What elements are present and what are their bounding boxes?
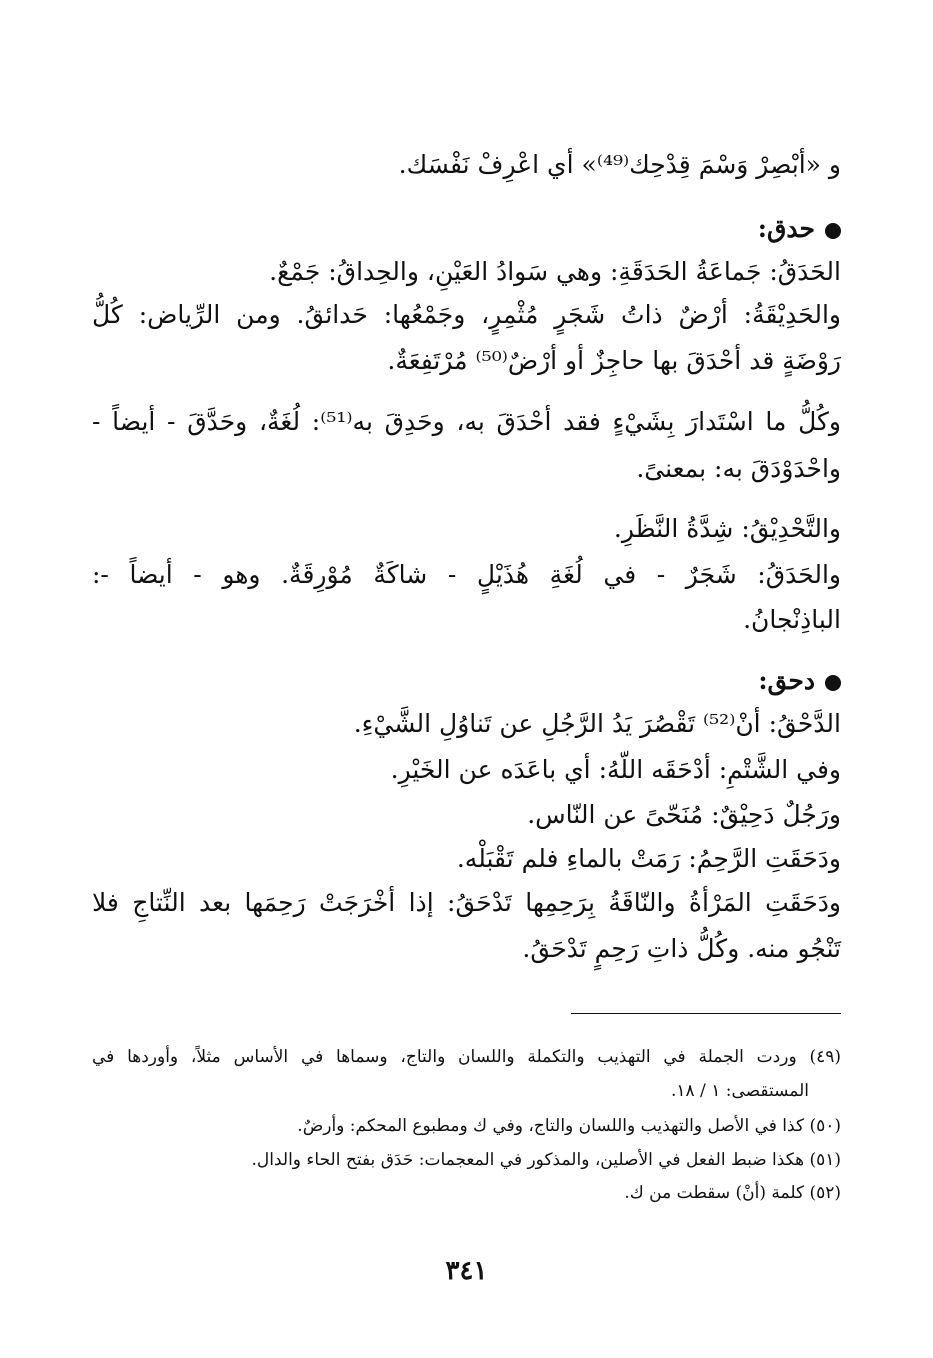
footnote: (٤٩) وردت الجملة في التهذيب والتكملة واللسان والتاج، وسماها في الأساس مثلاً، وأوردها في [92,1047,841,1067]
text-line: وكُلُّ ما اسْتَدارَ بِشَيْءٍ فقد أحْدَقَ به، وحَدِقَ به⁽⁵¹⁾: لُغَةٌ، وحَدَّقَ - أيضاً - [92,407,841,436]
text-line: والتَّحْدِيْقُ: شِدَّةُ النَّظَرِ. [613,514,841,543]
text-line: والحَدِيْقَةُ: أرْضٌ ذاتُ شَجَرٍ مُثْمِرٍ، وجَمْعُها: حَدائقُ. ومن الرِّياض: كُلُّ [92,300,841,329]
text-line: ودَحَقَتِ المَرْأةُ والنّاقَةُ بِرَحِمِها تَدْحَقُ: إذا أخْرَجَتْ رَحِمَها بعد النِّتاجِ فلا [92,888,841,917]
section-heading-text: حدق: [757,214,815,243]
footnote: (٥١) هكذا ضبط الفعل في الأصلين، والمذكور في المعجمات: حَدَق بفتح الحاء والدال. [251,1150,841,1170]
footnote-divider [571,1013,841,1014]
intro-line: و «أبْصِرْ وَسْمَ قِدْحِك⁽⁴⁹⁾» أي اعْرِفْ نَفْسَك. [398,150,841,179]
text-line: الباذِنْجانُ. [743,605,841,634]
page-number: ٣٤١ [445,1256,488,1286]
text-line: تَنْجُو منه. وكُلُّ ذاتِ رَحِمٍ تَدْحَقُ. [522,934,841,963]
text-line: ودَحَقَتِ الرَّحِمُ: رَمَتْ بالماءِ فلم تَقْبَلْه. [456,844,841,873]
footnote-continuation: المستقصى: ١ / ١٨. [670,1081,809,1101]
section-heading-text: دحق: [758,666,815,695]
footnote: (٥٠) كذا في الأصل والتهذيب واللسان والتاج، وفي ك ومطبوع المحكم: وأرضٌ. [297,1116,841,1136]
text-line: وفي الشَّتْمِ: أدْحَقَه اللّهُ: أي باعَدَه عن الخَيْرِ. [390,755,841,784]
text-line: رَوْضَةٍ قد أحْدَقَ بها حاجِزٌ أو أرْضٌ⁽⁵⁰⁾ مُرْتَفِعَةٌ. [387,346,841,375]
footnote: (٥٢) كلمة (أنْ) سقطت من ك. [624,1183,841,1203]
text-line: الدَّحْقُ: أنْ⁽⁵²⁾ تَقْصُرَ يَدُ الرَّجُلِ عن تَناوُلِ الشَّيْءِ. [353,709,841,738]
section-heading-dahaq [92,664,841,698]
bullet-icon [825,675,841,691]
text-line: واحْدَوْدَقَ به: بمعنىً. [636,454,841,483]
text-line: ورَجُلٌ دَحِيْقٌ: مُنَحّىً عن النّاس. [527,800,841,829]
text-line: والحَدَقُ: شَجَرٌ - في لُغَةِ هُذَيْلٍ - شاكَةٌ مُوْرِقَةٌ. وهو - أيضاً -: [92,560,841,589]
section-heading-hadaq [92,212,841,246]
bullet-icon [825,223,841,239]
text-line: الحَدَقُ: جَماعَةُ الحَدَقَةِ: وهي سَوادُ العَيْنِ، والحِداقُ: جَمْعٌ. [269,257,841,286]
